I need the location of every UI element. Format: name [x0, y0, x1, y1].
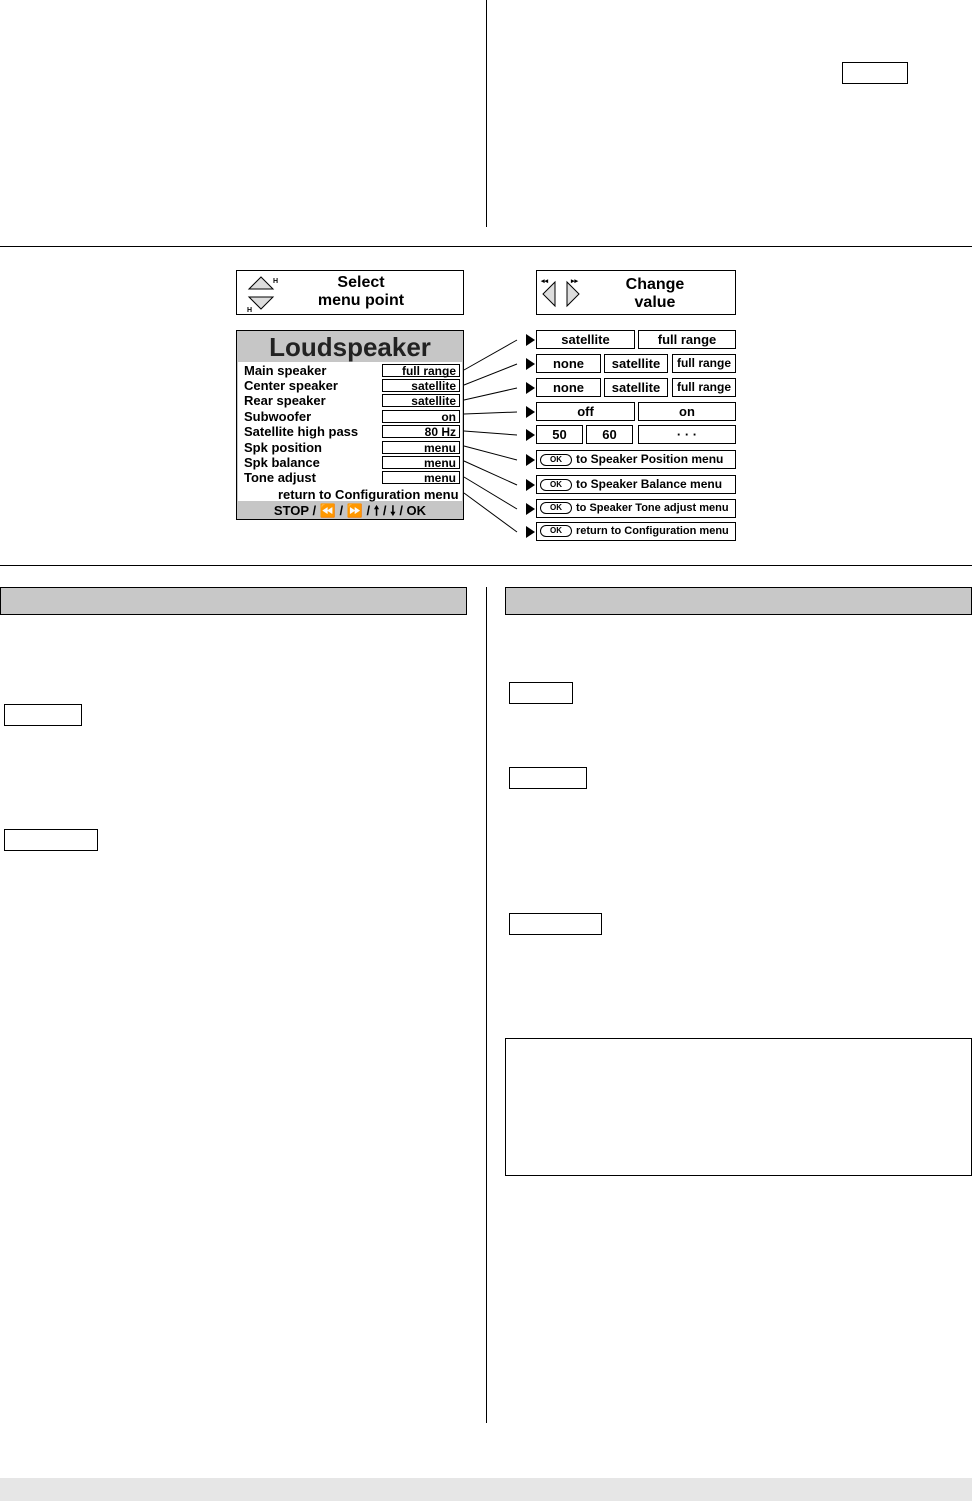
option-main-full-range[interactable]: full range [638, 330, 736, 349]
left-key-box-1 [4, 704, 82, 726]
svg-text:H: H [273, 278, 279, 285]
option-highpass-50[interactable]: 50 [536, 425, 583, 444]
row-label-main-speaker: Main speaker [244, 363, 327, 378]
select-menu-point-hint [236, 270, 464, 315]
option-highpass-ellipsis: · · · [676, 427, 698, 442]
row-label-spk-balance: Spk balance [244, 455, 320, 470]
right-section-header [505, 587, 972, 615]
ok-key-icon: OK [540, 479, 572, 491]
svg-text:◂◂: ◂◂ [541, 278, 549, 285]
svg-text:H: H [247, 307, 253, 314]
right-key-box-1 [509, 682, 573, 704]
up-down-arrows-icon [247, 273, 277, 313]
goto-speaker-balance-menu[interactable] [536, 475, 736, 494]
note-frame [505, 1038, 972, 1176]
select-hint-line1: Select [337, 274, 385, 291]
row-label-satellite-high-pass: Satellite high pass [244, 424, 359, 439]
left-key-box-2 [4, 829, 98, 851]
arrow-position-icon [526, 454, 535, 466]
right-key-box-2 [509, 767, 587, 789]
option-rear-full-range[interactable]: full range [672, 378, 736, 397]
row-label-rear-speaker: Rear speaker [244, 393, 326, 408]
goto-configuration-menu[interactable] [536, 522, 736, 541]
row-value-main-speaker[interactable]: full range [382, 364, 460, 377]
arrow-center-icon [526, 358, 535, 370]
row-value-satellite-high-pass[interactable]: 80 Hz [382, 425, 460, 438]
return-to-configuration-item[interactable]: return to Configuration menu [278, 487, 459, 502]
goto-configuration-label: return to Configuration menu [576, 525, 729, 537]
option-rear-satellite[interactable]: satellite [604, 378, 668, 397]
change-value-hint [536, 270, 736, 315]
option-highpass-more[interactable] [638, 425, 736, 444]
column-divider-bottom [486, 587, 487, 1423]
page-footer-bar [0, 1478, 972, 1501]
section-rule-bottom [0, 565, 972, 566]
ok-key-icon: OK [540, 525, 572, 537]
svg-text:▸▸: ▸▸ [571, 278, 579, 285]
arrow-balance-icon [526, 479, 535, 491]
ok-key-icon: OK [540, 454, 572, 466]
goto-speaker-tone-menu[interactable] [536, 499, 736, 518]
goto-speaker-position-label: to Speaker Position menu [576, 452, 724, 466]
row-value-center-speaker[interactable]: satellite [382, 379, 460, 392]
arrow-tone-icon [526, 503, 535, 515]
goto-speaker-tone-label: to Speaker Tone adjust menu [576, 502, 729, 514]
arrow-rear-icon [526, 382, 535, 394]
change-hint-line2: value [634, 294, 676, 311]
inline-key-box [842, 62, 908, 84]
loudspeaker-menu [236, 330, 464, 520]
select-hint-line2: menu point [317, 292, 405, 309]
option-rear-none[interactable]: none [536, 378, 601, 397]
row-label-tone-adjust: Tone adjust [244, 470, 316, 485]
arrow-highpass-icon [526, 429, 535, 441]
arrow-config-icon [526, 526, 535, 538]
change-hint-line1: Change [625, 276, 685, 293]
option-highpass-60[interactable]: 60 [586, 425, 633, 444]
option-center-none[interactable]: none [536, 354, 601, 373]
arrow-subwoofer-icon [526, 406, 535, 418]
option-center-satellite[interactable]: satellite [604, 354, 668, 373]
row-value-subwoofer[interactable]: on [382, 410, 460, 423]
ok-key-icon: OK [540, 502, 572, 514]
goto-speaker-position-menu[interactable] [536, 450, 736, 469]
right-key-box-3 [509, 913, 602, 935]
left-section-header [0, 587, 467, 615]
option-subwoofer-off[interactable]: off [536, 402, 635, 421]
row-label-subwoofer: Subwoofer [244, 409, 312, 424]
row-value-spk-position[interactable]: menu [382, 441, 460, 454]
menu-body [238, 362, 462, 501]
option-center-full-range[interactable]: full range [672, 354, 736, 373]
column-divider-top [486, 0, 487, 227]
section-rule-top [0, 246, 972, 247]
menu-title: Loudspeaker [269, 332, 431, 362]
goto-speaker-balance-label: to Speaker Balance menu [576, 477, 723, 491]
row-value-rear-speaker[interactable]: satellite [382, 394, 460, 407]
row-label-spk-position: Spk position [244, 440, 322, 455]
option-main-satellite[interactable]: satellite [536, 330, 635, 349]
row-label-center-speaker: Center speaker [244, 378, 338, 393]
arrow-main-icon [526, 334, 535, 346]
row-value-tone-adjust[interactable]: menu [382, 471, 460, 484]
menu-footer-keys: STOP / ⏪ / ⏩ / 🠕 / 🠗 / OK [273, 503, 427, 518]
row-value-spk-balance[interactable]: menu [382, 456, 460, 469]
option-subwoofer-on[interactable]: on [638, 402, 736, 421]
